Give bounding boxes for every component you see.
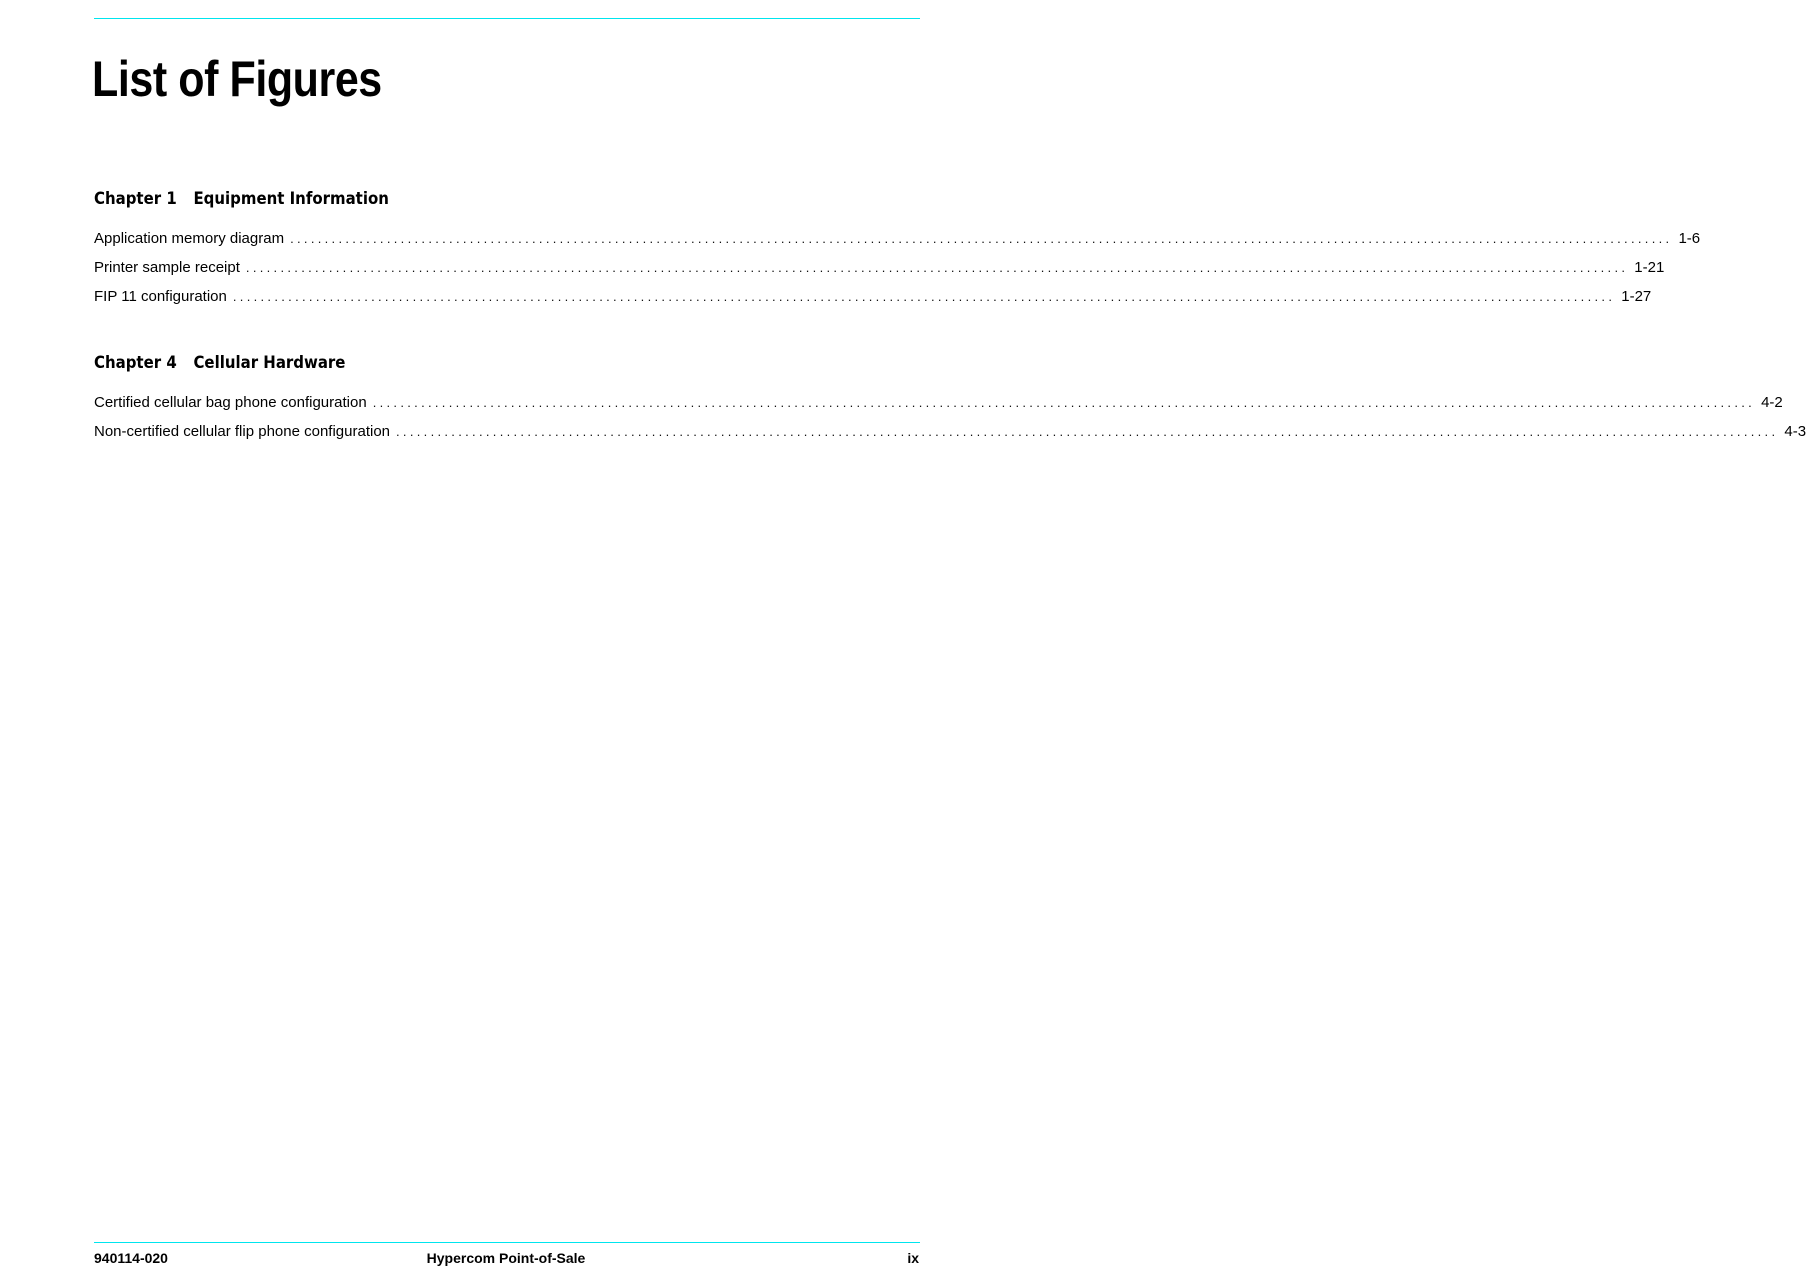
figure-entry[interactable] <box>94 253 1665 282</box>
chapter-heading <box>94 187 793 211</box>
dot-leader: ........................................................................................................................................................................................................ <box>290 231 1673 246</box>
chapter-number: Chapter 4 <box>94 353 177 373</box>
figure-title: Printer sample receipt <box>94 259 240 276</box>
figure-page-number: 1-27 <box>1621 288 1652 305</box>
figure-page-number: 1-21 <box>1634 259 1665 276</box>
page-title: List of Figures <box>92 51 382 107</box>
figure-page-number: 1-6 <box>1678 230 1701 247</box>
footer-page-number: ix <box>907 1250 919 1266</box>
footer-rule <box>94 1242 920 1243</box>
figure-page-number: 4-2 <box>1761 394 1783 411</box>
dot-leader: ........................................................................................................................................................................................................ <box>372 395 1756 410</box>
figure-title: Non-certified cellular flip phone configuration <box>94 423 391 440</box>
footer-doc-number: 940114-020 <box>94 1250 168 1266</box>
figure-list <box>94 224 1701 311</box>
figure-title: FIP 11 configuration <box>94 288 227 305</box>
figure-title: Certified cellular bag phone configuration <box>94 394 367 411</box>
figure-list <box>94 388 1806 446</box>
figure-entry[interactable] <box>94 282 1652 311</box>
dot-leader: ........................................................................................................................................................................................................ <box>232 289 1616 304</box>
chapter-section <box>94 351 1806 446</box>
figure-entry[interactable] <box>94 388 1783 417</box>
figure-entry[interactable] <box>94 224 1701 253</box>
figure-title: Application memory diagram <box>94 230 285 247</box>
chapter-name: Cellular Hardware <box>193 353 346 373</box>
chapter-number: Chapter 1 <box>94 189 177 209</box>
figure-entry[interactable] <box>94 417 1806 446</box>
dot-leader: ........................................................................................................................................................................................................ <box>396 424 1779 439</box>
footer-product-name: Hypercom Point-of-Sale <box>426 1250 586 1266</box>
header-rule <box>94 18 920 19</box>
chapter-name: Equipment Information <box>193 189 389 209</box>
chapter-heading <box>94 351 793 375</box>
dot-leader: ........................................................................................................................................................................................................ <box>245 260 1629 275</box>
chapter-section <box>94 187 1701 311</box>
figure-page-number: 4-3 <box>1784 423 1806 440</box>
